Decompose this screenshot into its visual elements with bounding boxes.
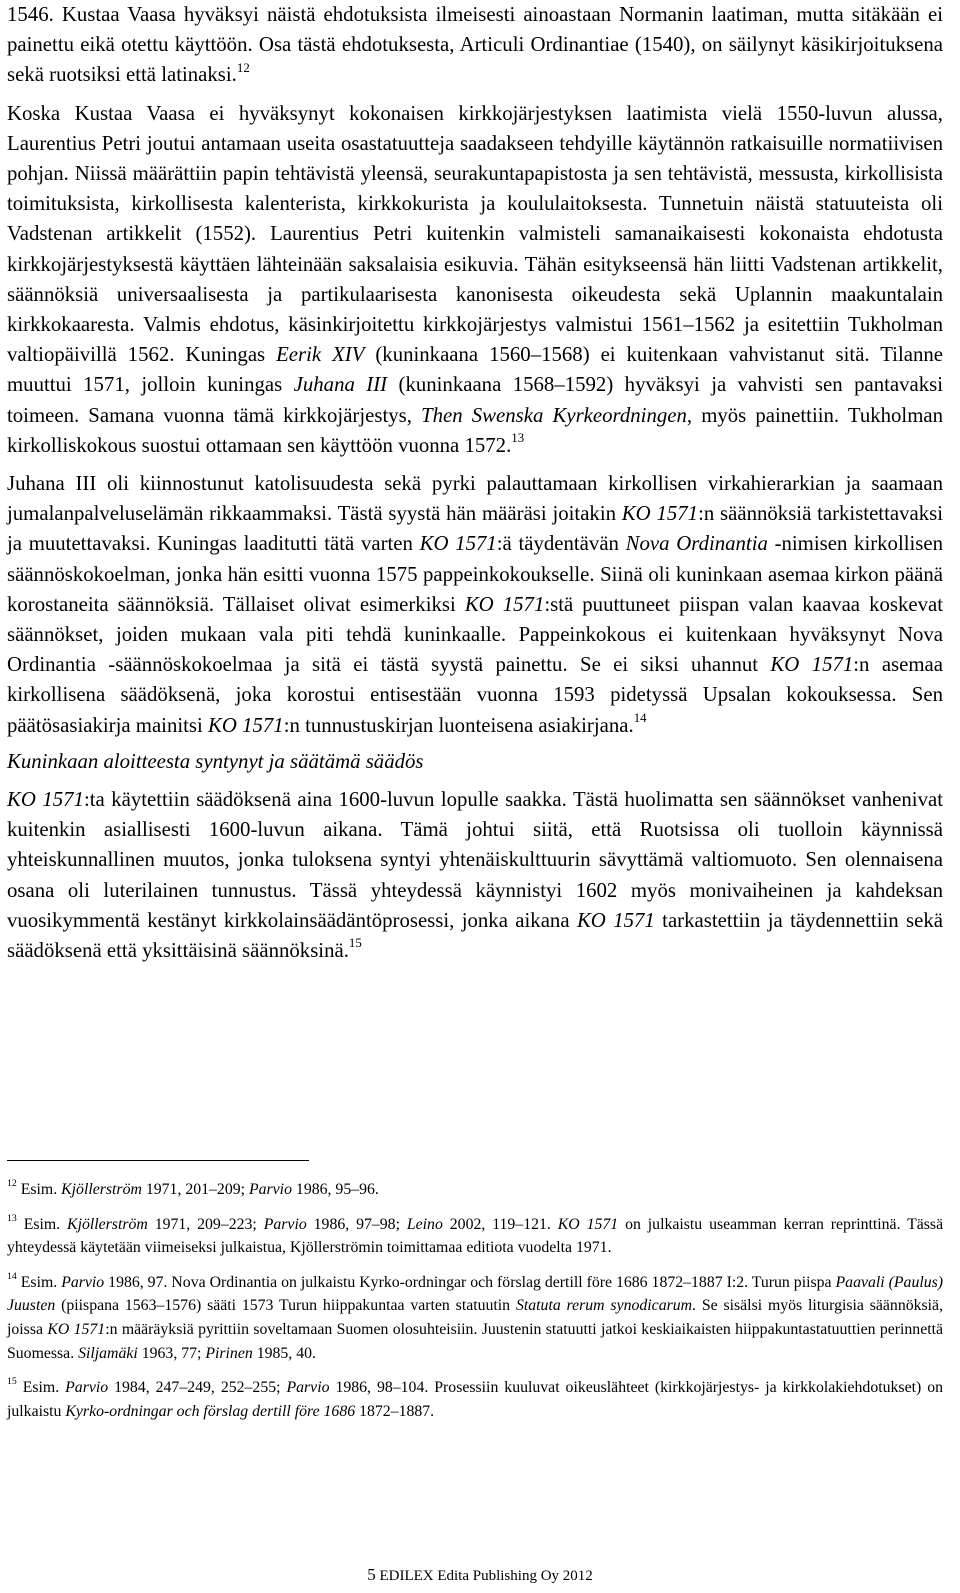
page-footer: [0, 1565, 960, 1586]
section-heading: Kuninkaan aloitteesta syntynyt ja säätämä säädös: [7, 749, 424, 773]
footnote-ref-14[interactable]: 14: [633, 710, 647, 725]
footnote-ref-13[interactable]: 13: [511, 431, 525, 445]
footnote-ref-15[interactable]: 15: [348, 936, 362, 951]
footnote-ref-12[interactable]: 12: [236, 60, 250, 75]
footnotes: [7, 1178, 943, 1423]
footnote-13: $^{13}$ Esim. Kjöllerström 1971, 209–223; Parvio 1986, 97–98; Leino 2002, 119–121. KO 1571 on julkaistu useamman kerran reprinttinä. Tässä yhteydessä käytetään viimeiseksi julkaistua, Kjöllerströmin toimittamaa editiota vuodelta 1971.: [7, 1212, 944, 1257]
paragraph-1: 1546. Kustaa Vaasa hyväksyi näistä ehdotuksista ilmeisesti ainoastaan Normanin laatiman, mutta sitäkään ei painettu eikä otettu käyttöön. Osa tästä ehdotuksesta, Articuli Ordinantiae (1540), on säilynyt käsikirjoituksena sekä ruotsiksi että latinaksi.$^{12}$: [7, 3, 943, 87]
paragraph-4: KO 1571:ta käytettiin säädöksenä aina 1600-luvun lopulle saakka. Tästä huolimatta sen säännökset vanhenivat kuitenkin asiallisesti 1600-luvun aikana. Tämä johtui siitä, että Ruotsissa oli tuolloin käynnissä yhteiskunnallinen muutos, jonka tuloksena syntyi yhtenäiskulttuurin sävyttämä valtiomuoto. Sen olennaisena osana oli luterilainen tunnustus. Tässä yhteydessä käynnistyi 1602 myös monivaiheinen ja kahdeksan vuosikymmentä kestänyt kirkkolainsäädäntöprosessi, jonka aikana KO 1571 tarkastettiin ja täydennettiin sekä säädöksenä että yksittäisinä säännöksinä.$^{15}$: [7, 788, 943, 963]
footnote-12: $^{12}$ Esim. Kjöllerström 1971, 201–209; Parvio 1986, 95–96.: [7, 1178, 379, 1198]
footnote-separator: [7, 1160, 309, 1161]
paragraph-2: Koska Kustaa Vaasa ei hyväksynyt kokonaisen kirkkojärjestyksen laatimista vielä 1550-luvun alussa, Laurentius Petri joutui antamaan useita osastatuutteja saadakseen tehdyille käytännön ratkaisuille normatiivisen pohjan. Niissä määrättiin papin tehtävistä yleensä, seurakuntapapistosta ja sen tehtävistä, messusta, kirkollisista toimituksista, kirkollisesta kalenterista, kirkkokurista ja koululaitoksesta. Tunnetuin näistä statuuteista oli Vadstenan artikkelit (1552). Laurentius Petri kuitenkin valmisteli samanaikaisesti kokonaista ehdotusta kirkkojärjestyksestä käyttäen lähteinään saksalaisia esikuvia. Tähän esitykseensä hän liitti Vadstenan artikkelit, säännöksiä universaalisesta ja partikulaarisesta kanonisesta oikeudesta sekä Uplannin maakuntalain kirkkokaaresta. Valmis ehdotus, käsinkirjoitettu kirkkojärjestys valmistui 1561–1562 ja esitettiin Tukholman valtiopäivillä 1562. Kuningas Eerik XIV (kuninkaana 1560–1568) ei kuitenkaan vahvistanut sitä. Tilanne muuttui 1571, jolloin kuningas Juhana III (kuninkaana 1568–1592) hyväksyi ja vahvisti sen pantavaksi toimeen. Samana vuonna tämä kirkkojärjestys, Then Swenska Kyrkeordningen, myös painettiin. Tukholman kirkolliskokous suostui ottamaan sen käyttöön vuonna 1572.13: [7, 101, 944, 457]
footnote-15: $^{15}$ Esim. Parvio 1984, 247–249, 252–255; Parvio 1986, 98–104. Prosessiin kuuluvat oikeuslähteet (kirkkojärjestys- ja kirkkolakiehdotukset) on julkaistu Kyrko-ordningar och förslag dertill före 1686 1872–1887.: [7, 1376, 943, 1420]
publisher-credit: EDILEX Edita Publishing Oy 2012: [379, 1568, 593, 1584]
main-text: [7, 0, 943, 966]
footnote-14: $^{14}$ Esim. Parvio 1986, 97. Nova Ordinantia on julkaistu Kyrko-ordningar och förslag dertill före 1686 1872–1887 I:2. Turun piispa Paavali (Paulus) Juusten (piispana 1563–1576) sääti 1573 Turun hiippakuntaa varten statuutin Statuta rerum synodicarum. Se sisälsi myös liturgisia säännöksiä, joissa KO 1571:n määräyksiä pyrittiin soveltamaan Suomen olosuhteisiin. Juustenin statuutti jatkoi keskiaikaisten hiippakuntastatuuttien perinnettä Suomessa. Siljamäki 1963, 77; Pirinen 1985, 40.: [7, 1271, 944, 1362]
page-number: 5: [367, 1565, 376, 1584]
paragraph-3: Juhana III oli kiinnostunut katolisuudesta sekä pyrki palauttamaan kirkollisen virkahierarkian ja saamaan jumalanpalveluselämän rikkaammaksi. Tästä syystä hän määräsi joitakin KO 1571:n säännöksiä tarkistettavaksi ja muutettavaksi. Kuningas laaditutti tätä varten KO 1571:ä täydentävän Nova Ordinantia -nimisen kirkollisen säännöskokoelman, jonka hän esitti vuonna 1575 pappeinkokoukselle. Siinä oli kuninkaan asemaa kirkon päänä korostaneita säännöksiä. Tällaiset olivat esimerkiksi KO 1571:stä puuttuneet piispan valan kaavaa koskevat säännökset, joiden mukaan vala piti tehdä kuninkaalle. Pappeinkokous ei kuitenkaan hyväksynyt Nova Ordinantia -säännöskokoelmaa ja sitä ei tästä syystä painettu. Se ei siksi uhannut KO 1571:n asemaa kirkollisena säädöksenä, joka korostui entisestään vuonna 1593 pidetyssä Upsalan kokouksessa. Sen päätösasiakirja mainitsi KO 1571:n tunnustuskirjan luonteisena asiakirjana.$^{14}$: [7, 472, 944, 737]
